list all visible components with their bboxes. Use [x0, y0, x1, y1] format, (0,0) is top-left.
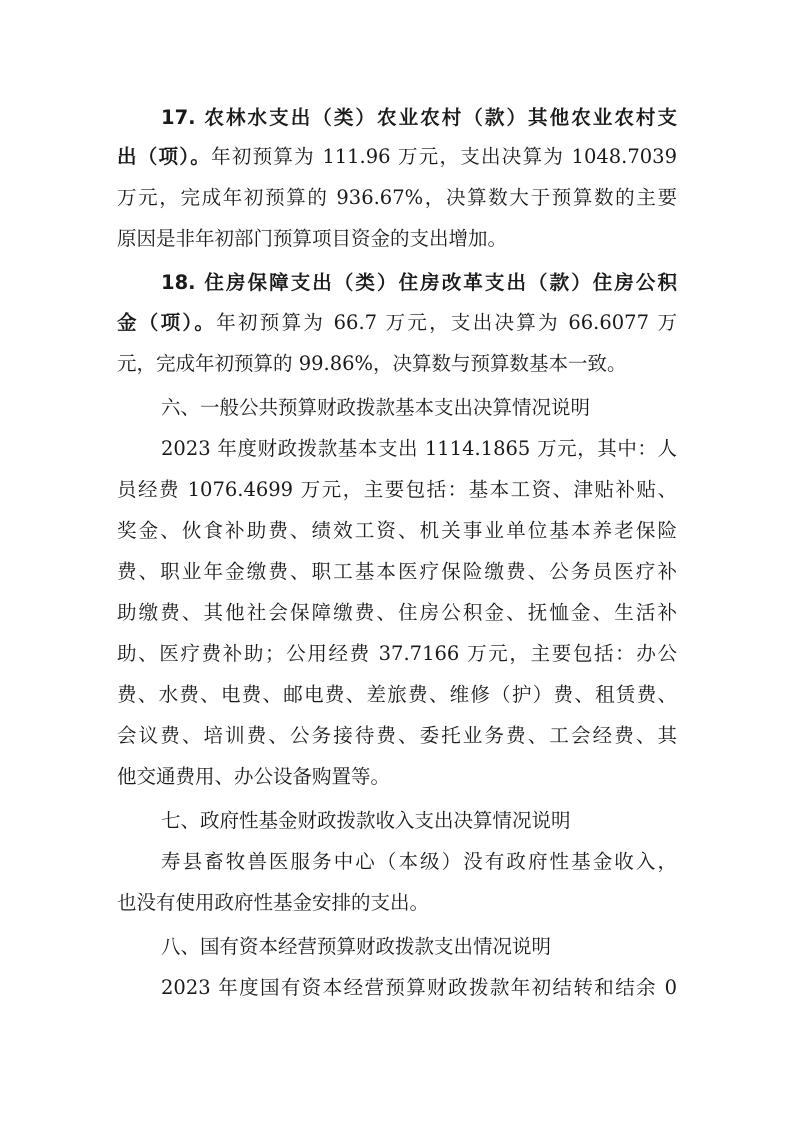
item18-line3: 元，完成年初预算的 99.86%，决算数与预算数基本一致。 — [117, 352, 627, 375]
item17-line2 — [117, 138, 677, 176]
section7-line2: 也没有使用政府性基金安排的支出。 — [117, 891, 430, 914]
item17-line4: 原因是非年初部门预算项目资金的支出增加。 — [117, 227, 508, 250]
item18-line2 — [117, 304, 677, 342]
item18-line2-text: 年初预算为 66.7 万元，支出决算为 66.6077 万 — [216, 311, 677, 334]
section8-line1: 2023 年度国有资本经营预算财政拨款年初结转和结余 0 — [161, 976, 677, 999]
section6-line: 他交通费用、办公设备购置等。 — [117, 765, 391, 788]
section7-heading: 七、政府性基金财政拨款收入支出决算情况说明 — [161, 809, 571, 832]
item17-title: 17. 农林水支出（类）农业农村（款）其他农业农村支 — [161, 106, 677, 129]
item18-title-tail: 金（项）。 — [117, 311, 217, 334]
section6-line: 费、水费、电费、邮电费、差旅费、维修（护）费、租赁费、 — [117, 683, 677, 706]
item17-line2-text: 年初预算为 111.96 万元，支出决算为 1048.7039 — [211, 145, 677, 168]
item17-line3: 万元，完成年初预算的 936.67%，决算数大于预算数的主要 — [117, 186, 677, 209]
section6-line: 费、职业年金缴费、职工基本医疗保险缴费、公务员医疗补 — [117, 560, 677, 583]
section6-line: 2023 年度财政拨款基本支出 1114.1865 万元，其中：人 — [161, 437, 677, 460]
section6-line: 奖金、伙食补助费、绩效工资、机关事业单位基本养老保险 — [117, 519, 677, 542]
item18-title: 18. 住房保障支出（类）住房改革支出（款）住房公积 — [161, 271, 677, 294]
section6-line: 员经费 1076.4699 万元，主要包括：基本工资、津贴补贴、 — [117, 478, 677, 501]
section6-line: 会议费、培训费、公务接待费、委托业务费、工会经费、其 — [117, 724, 677, 747]
section7-line1: 寿县畜牧兽医服务中心（本级）没有政府性基金收入， — [161, 850, 677, 873]
section6-line: 助缴费、其他社会保障缴费、住房公积金、抚恤金、生活补 — [117, 601, 677, 624]
section6-heading: 六、一般公共预算财政拨款基本支出决算情况说明 — [161, 396, 591, 419]
section6-line: 助、医疗费补助；公用经费 37.7166 万元，主要包括：办公 — [117, 642, 677, 665]
item17-title-tail: 出（项）。 — [117, 145, 212, 168]
section8-heading: 八、国有资本经营预算财政拨款支出情况说明 — [161, 935, 552, 958]
